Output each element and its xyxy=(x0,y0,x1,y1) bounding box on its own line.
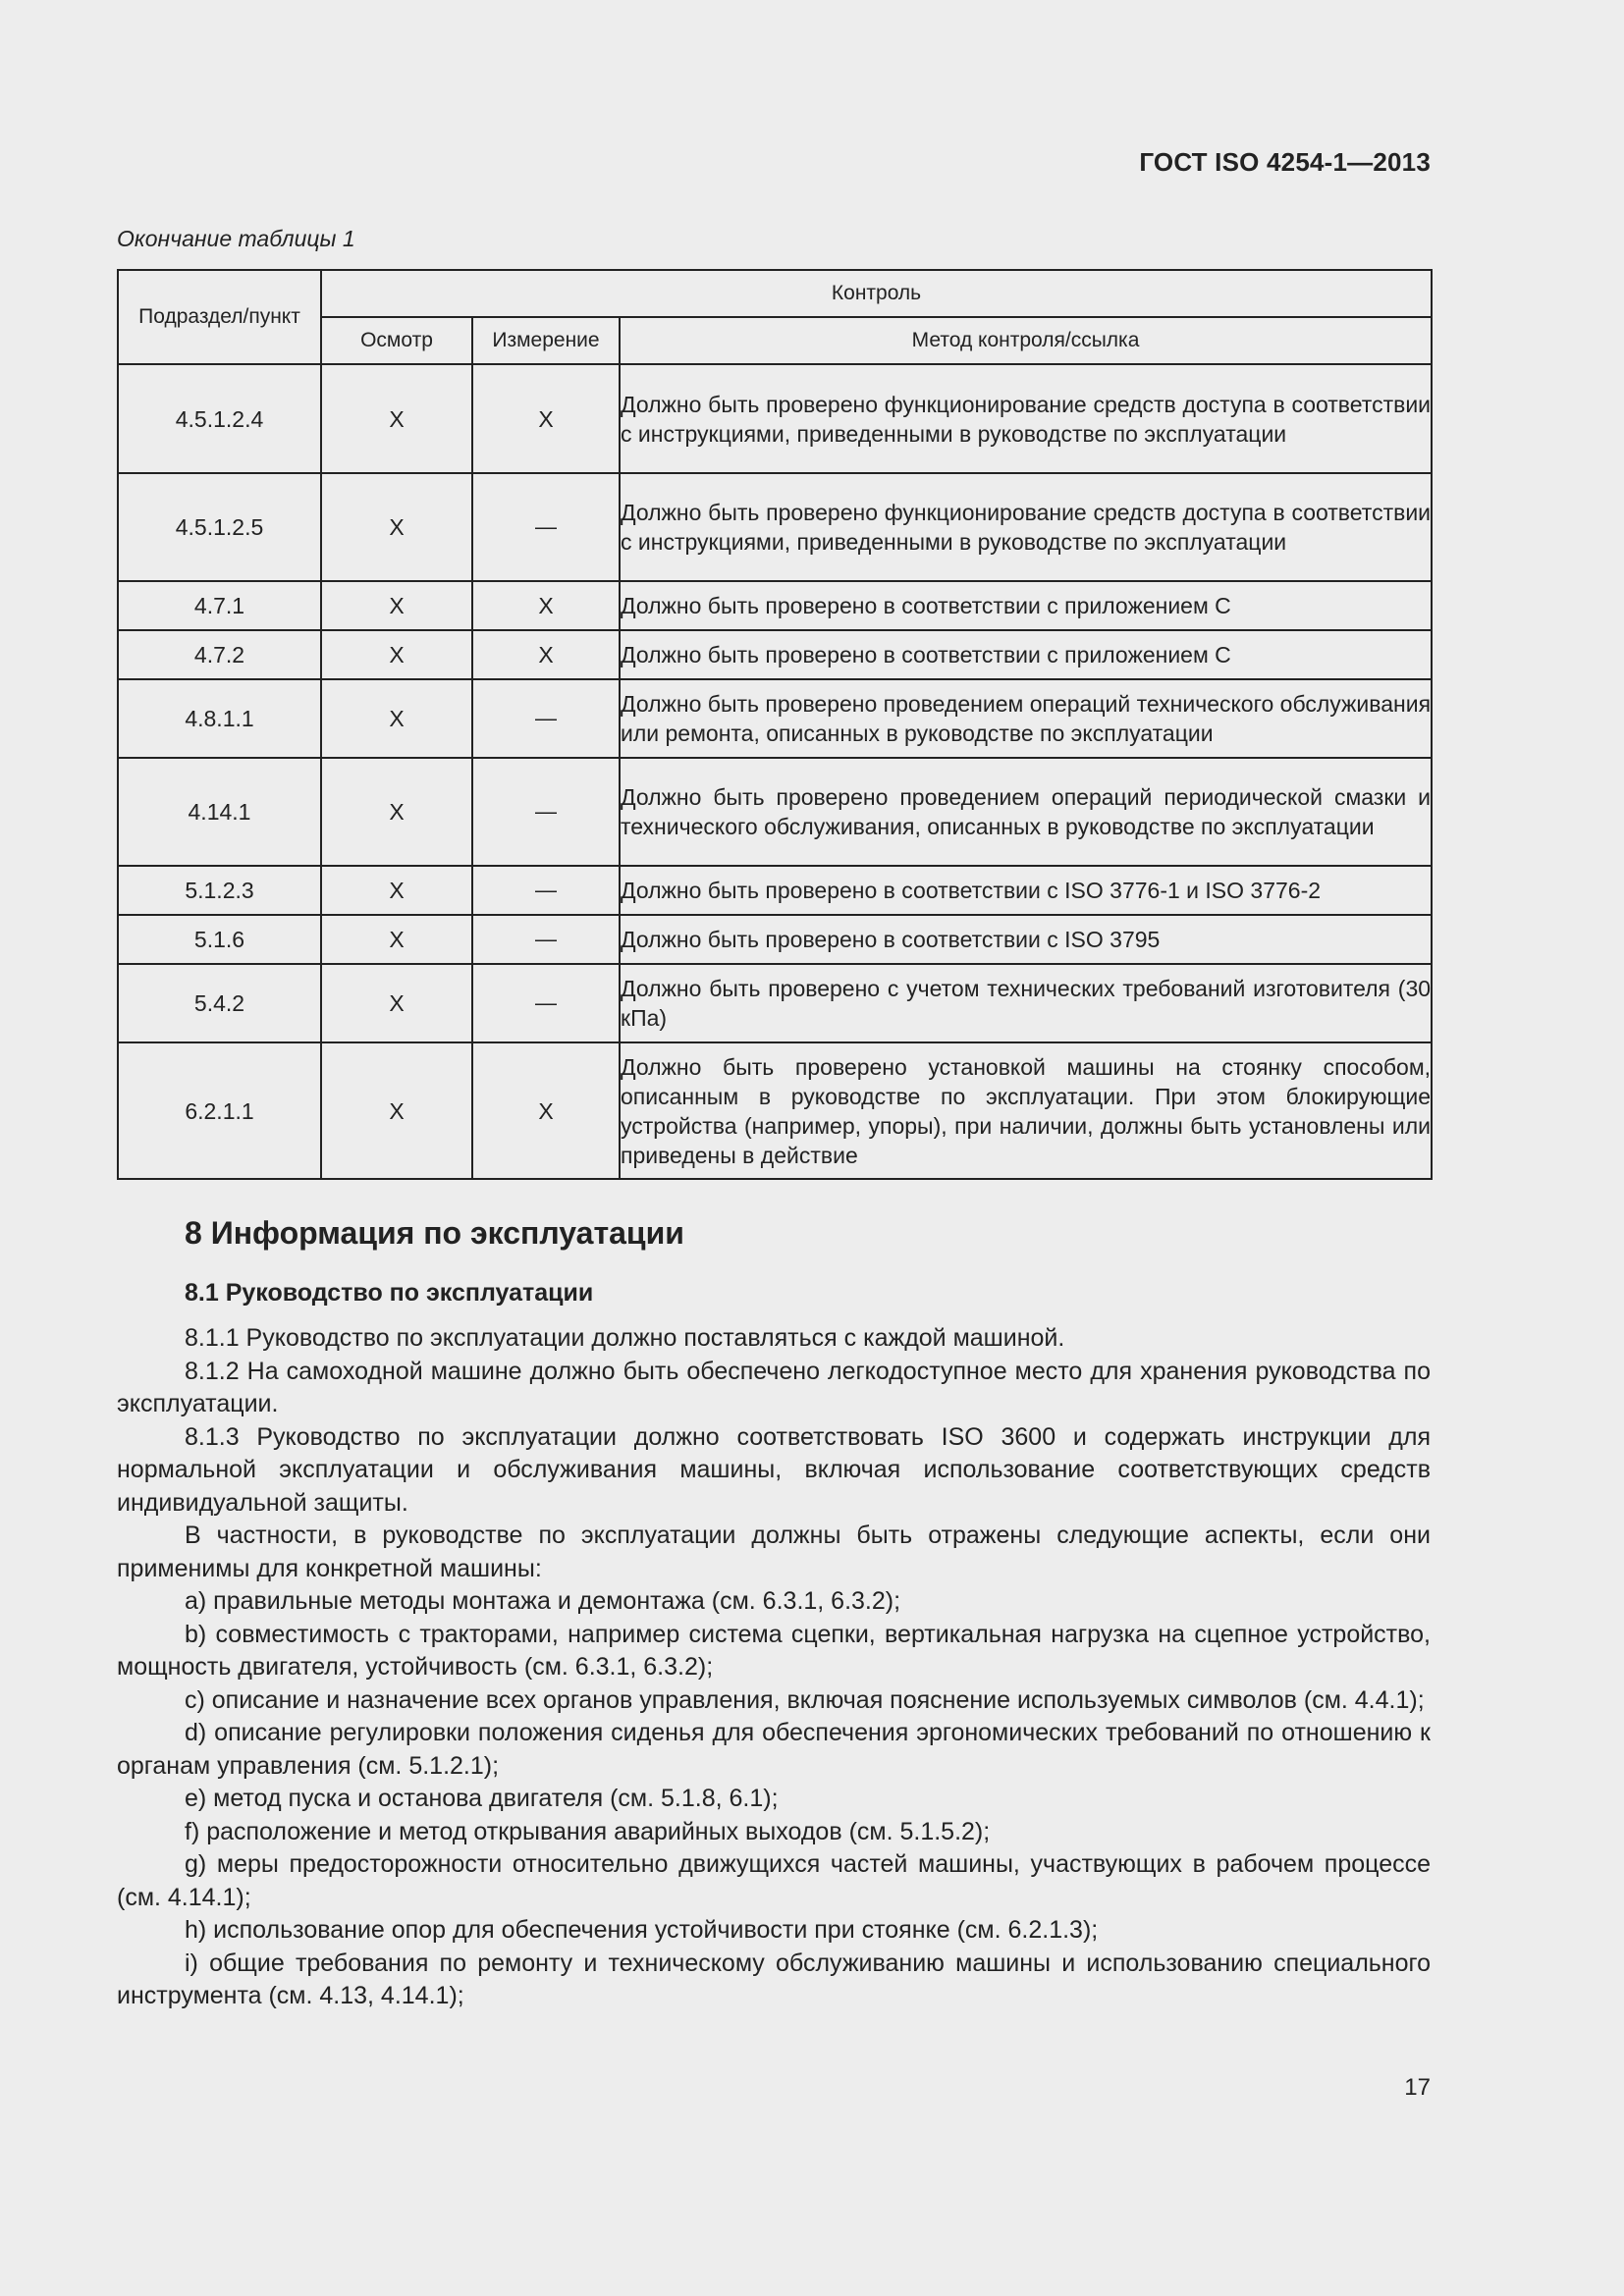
section-body xyxy=(117,1322,1431,2013)
paragraph: 8.1.1 Руководство по эксплуатации должно поставляться с каждой машиной. xyxy=(185,1324,1065,1352)
section-title: 8 Информация по эксплуатации xyxy=(185,1215,684,1251)
page-number: 17 xyxy=(1404,2074,1431,2101)
cell-measurement: X xyxy=(472,1042,620,1179)
cell-inspection: X xyxy=(321,1042,472,1179)
list-item: h) использование опор для обеспечения устойчивости при стоянке (см. 6.2.1.3); xyxy=(185,1916,1099,1944)
cell-subsection: 4.5.1.2.5 xyxy=(118,473,321,581)
cell-inspection: X xyxy=(321,758,472,866)
list-item: i) общие требования по ремонту и техническому обслуживанию машины и использованию специального инструмента (см. 4.13, 4.14.1); xyxy=(117,1949,1431,2009)
paragraph: 8.1.2 На самоходной машине должно быть обеспечено легкодоступное место для хранения руководства по эксплуатации. xyxy=(117,1357,1431,1417)
cell-inspection: X xyxy=(321,473,472,581)
table-row xyxy=(118,964,1432,1042)
cell-inspection: X xyxy=(321,581,472,630)
cell-method: Должно быть проверено в соответствии с ISO 3776-1 и ISO 3776-2 xyxy=(620,866,1432,915)
cell-measurement: — xyxy=(472,866,620,915)
list-item: e) метод пуска и останова двигателя (см. 5.1.8, 6.1); xyxy=(185,1785,779,1812)
cell-measurement: — xyxy=(472,679,620,758)
cell-measurement: — xyxy=(472,915,620,964)
control-table xyxy=(117,269,1433,1180)
cell-subsection: 4.7.2 xyxy=(118,630,321,679)
cell-measurement: — xyxy=(472,758,620,866)
table-caption: Окончание таблицы 1 xyxy=(117,226,355,251)
cell-method: Должно быть проверено проведением операций периодической смазки и технического обслуживания, описанных в руководстве по эксплуатации xyxy=(620,758,1432,866)
cell-subsection: 4.14.1 xyxy=(118,758,321,866)
header-measurement: Измерение xyxy=(472,317,620,364)
cell-measurement: — xyxy=(472,473,620,581)
document-id: ГОСТ ISO 4254-1—2013 xyxy=(1139,147,1431,177)
table-row xyxy=(118,473,1432,581)
cell-inspection: X xyxy=(321,630,472,679)
cell-inspection: X xyxy=(321,915,472,964)
subsection-title: 8.1 Руководство по эксплуатации xyxy=(185,1279,594,1307)
paragraph: 8.1.3 Руководство по эксплуатации должно соответствовать ISO 3600 и содержать инструкции для нормальной эксплуатации и обслуживания машины, включая использование соответствующих средств индивидуальной защиты. xyxy=(117,1422,1431,1517)
cell-method: Должно быть проверено функционирование средств доступа в соответствии с инструкциями, приведенными в руководстве по эксплуатации xyxy=(620,364,1432,473)
list-item: b) совместимость с тракторами, например система сцепки, вертикальная нагрузка на сцепное устройство, мощность двигателя, устойчивость (см. 6.3.1, 6.3.2); xyxy=(117,1620,1431,1681)
list-item: c) описание и назначение всех органов управления, включая пояснение используемых символов (см. 4.4.1); xyxy=(185,1685,1425,1714)
table-row xyxy=(118,758,1432,866)
cell-subsection: 5.1.2.3 xyxy=(118,866,321,915)
cell-measurement: X xyxy=(472,630,620,679)
list-item: f) расположение и метод открывания аварийных выходов (см. 5.1.5.2); xyxy=(185,1817,991,1845)
table-row xyxy=(118,866,1432,915)
cell-inspection: X xyxy=(321,679,472,758)
cell-inspection: X xyxy=(321,364,472,473)
cell-method: Должно быть проверено установкой машины на стоянку способом, описанным в руководстве по эксплуатации. При этом блокирующие устройства (например, упоры), при наличии, должны быть установлены или приведены в действие xyxy=(620,1042,1432,1179)
cell-method: Должно быть проверено проведением операций технического обслуживания или ремонта, описанных в руководстве по эксплуатации xyxy=(620,679,1432,758)
table-row xyxy=(118,915,1432,964)
cell-inspection: X xyxy=(321,866,472,915)
cell-measurement: X xyxy=(472,364,620,473)
paragraph: В частности, в руководстве по эксплуатации должны быть отражены следующие аспекты, если они применимы для конкретной машины: xyxy=(117,1522,1431,1582)
cell-method: Должно быть проверено функционирование средств доступа в соответствии с инструкциями, приведенными в руководстве по эксплуатации xyxy=(620,473,1432,581)
cell-subsection: 4.8.1.1 xyxy=(118,679,321,758)
list-item: d) описание регулировки положения сиденья для обеспечения эргономических требований по отношению к органам управления (см. 5.1.2.1); xyxy=(117,1719,1431,1780)
cell-inspection: X xyxy=(321,964,472,1042)
cell-subsection: 4.5.1.2.4 xyxy=(118,364,321,473)
header-method: Метод контроля/ссылка xyxy=(620,317,1432,364)
header-control: Контроль xyxy=(321,270,1432,317)
cell-method: Должно быть проверено в соответствии с приложением С xyxy=(620,630,1432,679)
header-subsection: Подраздел/пункт xyxy=(118,270,321,364)
table-row xyxy=(118,630,1432,679)
cell-subsection: 4.7.1 xyxy=(118,581,321,630)
cell-method: Должно быть проверено с учетом технических требований изготовителя (30 кПа) xyxy=(620,964,1432,1042)
cell-method: Должно быть проверено в соответствии с ISO 3795 xyxy=(620,915,1432,964)
table-row xyxy=(118,1042,1432,1179)
cell-measurement: X xyxy=(472,581,620,630)
list-item: g) меры предосторожности относительно движущихся частей машины, участвующих в рабочем процессе (см. 4.14.1); xyxy=(117,1850,1431,1911)
cell-measurement: — xyxy=(472,964,620,1042)
table-row xyxy=(118,364,1432,473)
table-row xyxy=(118,581,1432,630)
cell-subsection: 6.2.1.1 xyxy=(118,1042,321,1179)
cell-subsection: 5.4.2 xyxy=(118,964,321,1042)
cell-subsection: 5.1.6 xyxy=(118,915,321,964)
cell-method: Должно быть проверено в соответствии с приложением С xyxy=(620,581,1432,630)
list-item: a) правильные методы монтажа и демонтажа (см. 6.3.1, 6.3.2); xyxy=(185,1587,901,1615)
table-row xyxy=(118,679,1432,758)
header-inspection: Осмотр xyxy=(321,317,472,364)
